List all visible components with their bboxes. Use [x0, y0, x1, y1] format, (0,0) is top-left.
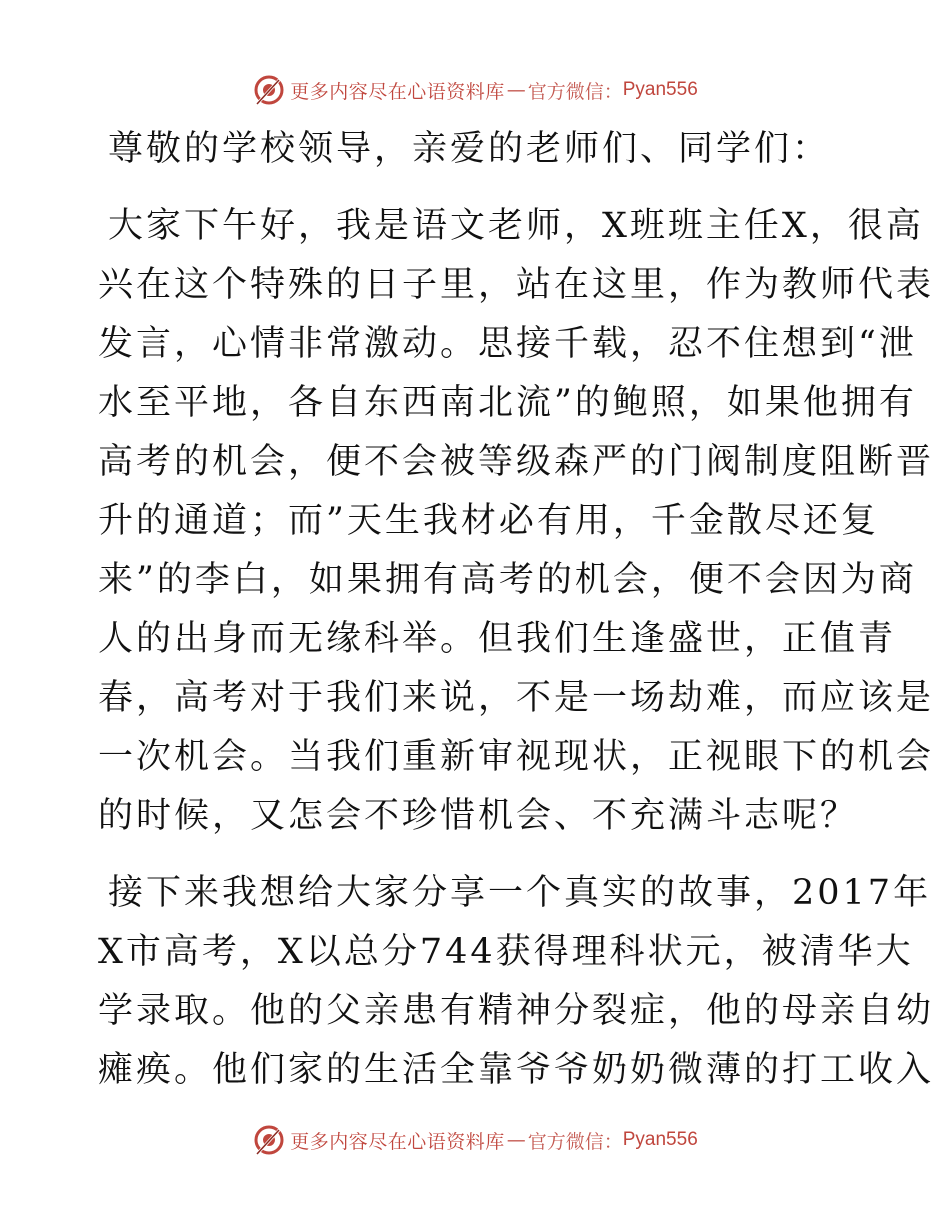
watermark-id: Pyan556: [622, 79, 698, 100]
footer-watermark: [0, 1120, 950, 1160]
watermark-brand: 更多内容尽在心语资料库: [290, 80, 505, 103]
header-watermark: [0, 70, 950, 110]
paragraph-2: [98, 864, 935, 1100]
watermark-channel: 官方微信：: [527, 80, 623, 103]
paragraph-line: 人的出身而无缘科举。但我们生逢盛世，正值青: [98, 619, 897, 659]
paragraph-line: 的时候，又怎会不珍惜机会、不充满斗志呢？: [98, 796, 859, 836]
paragraph-1: [98, 197, 935, 846]
watermark-dash: —: [506, 79, 526, 101]
paragraph-line: 大家下午好，我是语文老师，X班班主任X，很高: [108, 206, 924, 246]
watermark-brand: 更多内容尽在心语资料库: [290, 1130, 505, 1153]
paragraph-line: 来”的李白，如果拥有高考的机会，便不会因为商: [98, 560, 917, 600]
paragraph-line: 兴在这个特殊的日子里，站在这里，作为教师代表: [98, 265, 935, 305]
paragraph-line: 学录取。他的父亲患有精神分裂症，他的母亲自幼: [98, 991, 935, 1031]
paragraph-line: 瘫痪。他们家的生活全靠爷爷奶奶微薄的打工收入: [98, 1050, 935, 1090]
quill-logo-icon: [252, 1123, 286, 1157]
speech-body: [98, 120, 935, 1100]
paragraph-line: X市高考，X以总分744获得理科状元，被清华大: [98, 932, 914, 972]
paragraph-line: 水至平地，各自东西南北流”的鲍照，如果他拥有: [98, 383, 917, 423]
paragraph-line: 春，高考对于我们来说，不是一场劫难，而应该是: [98, 678, 935, 718]
greeting-line: 尊敬的学校领导，亲爱的老师们、同学们：: [108, 129, 831, 169]
watermark-dash: —: [506, 1129, 526, 1151]
paragraph-line: 高考的机会，便不会被等级森严的门阀制度阻断晋: [98, 442, 935, 482]
quill-logo-icon: [252, 73, 286, 107]
watermark-id: Pyan556: [622, 1129, 698, 1150]
paragraph-line: 升的通道；而”天生我材必有用，千金散尽还复: [98, 501, 879, 541]
paragraph-line: 接下来我想给大家分享一个真实的故事，2017年: [108, 873, 932, 913]
paragraph-line: 一次机会。当我们重新审视现状，正视眼下的机会: [98, 737, 935, 777]
watermark-channel: 官方微信：: [527, 1130, 623, 1153]
paragraph-line: 发言，心情非常激动。思接千载，忍不住想到“泄: [98, 324, 917, 364]
